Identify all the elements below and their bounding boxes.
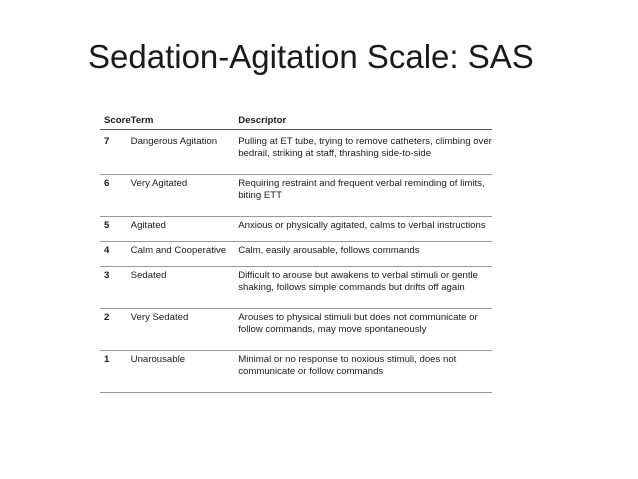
score-cell: 6 bbox=[104, 177, 110, 189]
table-row bbox=[100, 308, 492, 350]
term-cell: Calm and Cooperative bbox=[130, 244, 227, 256]
descriptor-cell: Calm, easily arousable, follows commands bbox=[238, 244, 420, 256]
score-cell: 1 bbox=[104, 353, 110, 365]
descriptor-cell: Difficult to arouse but awakens to verbal stimuli or gentle shaking, follows simple commands but drifts off again bbox=[238, 269, 479, 293]
term-cell: Unarousable bbox=[130, 353, 186, 365]
table-row bbox=[100, 350, 492, 392]
term-cell: Very Sedated bbox=[130, 311, 189, 323]
table-row bbox=[100, 174, 492, 216]
descriptor-cell: Minimal or no response to noxious stimuli, does not communicate or follow commands bbox=[238, 353, 457, 377]
table-body bbox=[100, 129, 492, 392]
header-score: Score bbox=[104, 115, 131, 126]
table-row bbox=[100, 216, 492, 241]
header-term: Term bbox=[130, 115, 154, 126]
score-cell: 5 bbox=[104, 219, 110, 231]
header-row bbox=[100, 115, 492, 129]
table-row bbox=[100, 241, 492, 266]
table-row bbox=[100, 129, 492, 174]
descriptor-cell: Anxious or physically agitated, calms to verbal instructions bbox=[238, 219, 486, 231]
score-cell: 4 bbox=[104, 244, 110, 256]
table-row bbox=[100, 266, 492, 308]
descriptor-cell: Requiring restraint and frequent verbal reminding of limits, biting ETT bbox=[238, 177, 485, 201]
header-descriptor: Descriptor bbox=[238, 115, 287, 126]
score-cell: 7 bbox=[104, 135, 110, 147]
score-cell: 2 bbox=[104, 311, 110, 323]
descriptor-cell: Arouses to physical stimuli but does not communicate or follow commands, may move spontaneously bbox=[238, 311, 478, 335]
descriptor-cell: Pulling at ET tube, trying to remove catheters, climbing over bedrail, striking at staff, thrashing side-to-side bbox=[238, 135, 492, 159]
term-cell: Dangerous Agitation bbox=[130, 135, 218, 147]
term-cell: Very Agitated bbox=[130, 177, 188, 189]
term-cell: Agitated bbox=[130, 219, 166, 231]
slide-title: Sedation-Agitation Scale: SAS bbox=[88, 38, 534, 75]
table-header bbox=[100, 115, 492, 129]
score-cell: 3 bbox=[104, 269, 110, 281]
sas-table bbox=[100, 115, 492, 393]
term-cell: Sedated bbox=[130, 269, 167, 281]
